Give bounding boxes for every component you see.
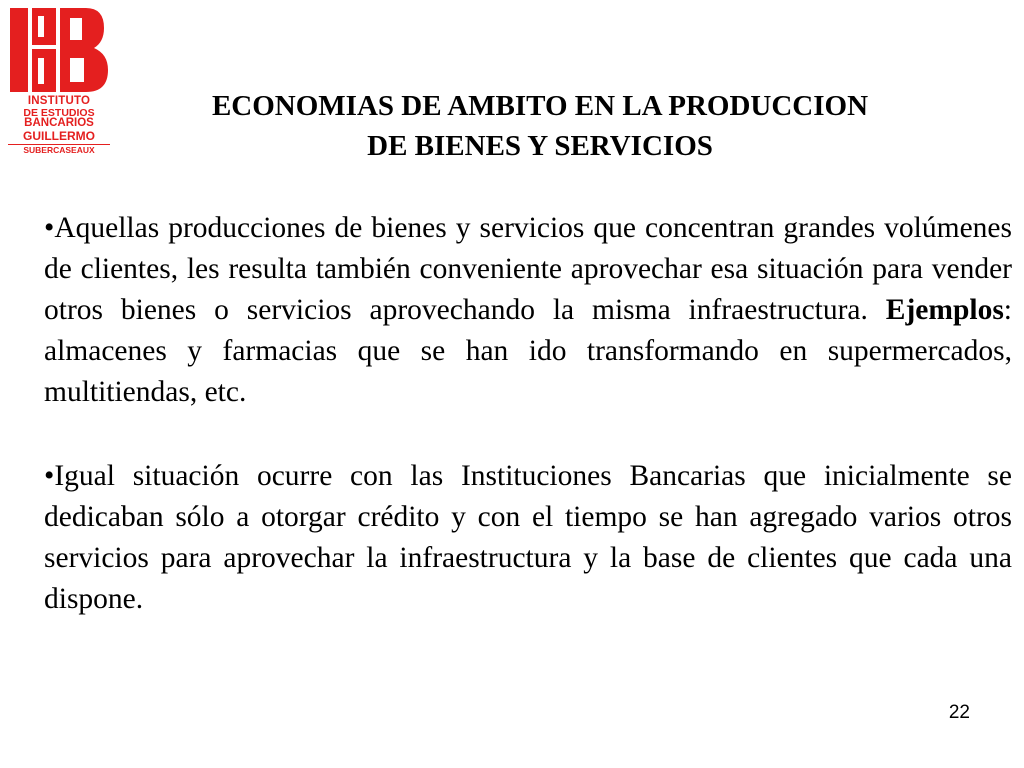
institute-logo <box>6 8 110 160</box>
logo-text-line: DE ESTUDIOS <box>23 106 95 119</box>
slide-title-line-1: ECONOMIAS DE AMBITO EN LA PRODUCCION <box>211 90 869 122</box>
page-number: 22 <box>948 702 970 723</box>
paragraph-text: : almacenes y farmacias que se han ido transformando en supermercados, multitiendas, etc. <box>44 294 1012 408</box>
logo-text-line: INSTITUTO <box>27 95 91 107</box>
bullet-paragraph-1 <box>44 208 1012 413</box>
paragraph-text: •Aquellas producciones de bienes y servicios que concentran grandes volúmenes de clientes, les resulta también conveniente aprovechar esa situación para vender otros bienes o servicios aprovechando la misma infraestructura. <box>44 212 1012 326</box>
logo-text-line: BANCARIOS <box>24 117 94 129</box>
slide-title <box>120 86 960 166</box>
logo-text-line: SUBERCASEAUX <box>8 144 110 155</box>
logo-mark-icon <box>10 8 108 92</box>
bullet-paragraph-2 <box>44 456 1012 620</box>
logo-text-line: GUILLERMO <box>23 128 95 143</box>
emphasis-examples: Ejemplos <box>885 294 1004 326</box>
slide-title-line-2: DE BIENES Y SERVICIOS <box>367 130 713 162</box>
logo-text <box>8 96 110 154</box>
paragraph-text: •Igual situación ocurre con las Instituciones Bancarias que inicialmente se dedicaban sólo a otorgar crédito y con el tiempo se han agregado varios otros servicios para aprovechar la infraestructura y la base de clientes que cada una dispone. <box>44 460 1012 615</box>
